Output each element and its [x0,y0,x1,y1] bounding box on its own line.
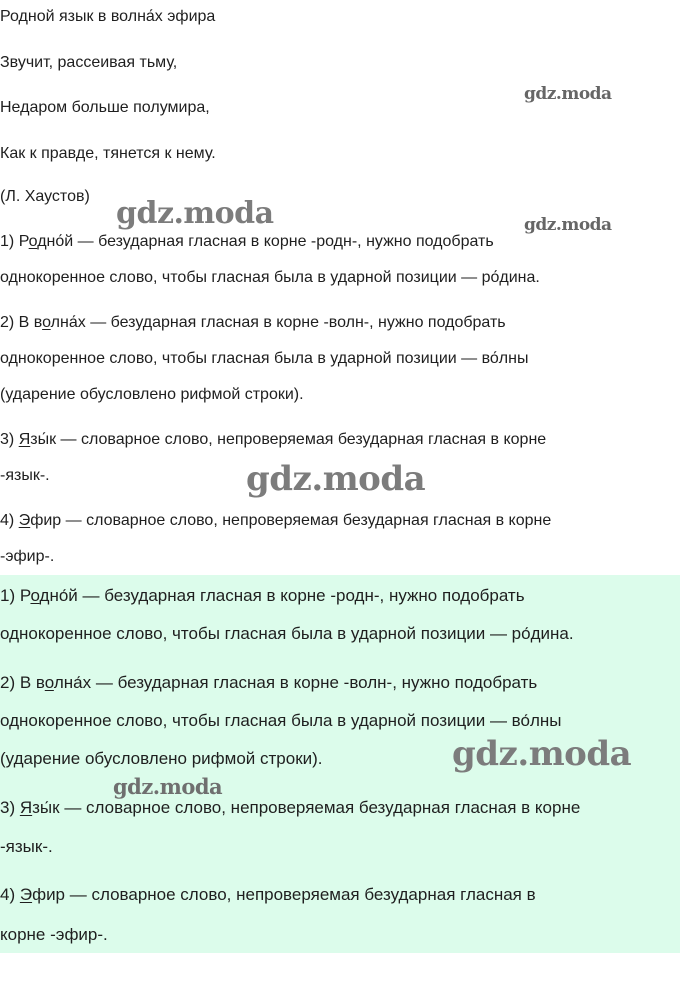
poem-line-4: Как к правде, тянется к нему. [0,145,216,162]
hl-item-3-line-2: -язык-. [0,837,53,856]
watermark: gdz.moda [113,774,223,799]
item-1-word: Родно́й [18,233,74,250]
poem-line-1: Родной язык в волна́х эфира [0,8,216,25]
poem-line-2: Звучит, рассеивая тьму, [0,54,178,71]
hl-item-4-line-1: 4) Эфир — словарное слово, непроверяемая безударная гласная в [0,885,536,904]
item-2-text: — безударная гласная в корне -волн-, нужно подобрать [85,314,506,331]
item-1-line-1 [0,233,494,251]
item-1-number: 1) [0,233,15,250]
item-2-line-1 [0,314,506,332]
item-2-word: волна́х [33,314,86,331]
hl-item-4-line-2: корне -эфир-. [0,925,108,944]
item-3-text: — словарное слово, непроверяемая безударная гласная в корне [56,431,547,448]
item-3-line-2: -язык-. [0,467,50,484]
watermark: gdz.moda [246,459,426,499]
item-4-text: — словарное слово, непроверяемая безударная гласная в корне [61,512,552,529]
watermark: gdz.moda [452,734,632,774]
hl-item-3-line-1: 3) Язы́к — словарное слово, непроверяемая безударная гласная в корне [0,798,581,817]
poem-line-3: Недаром больше полумира, [0,99,210,116]
item-3-line-1 [0,431,546,449]
hl-item-1-line-2: однокоренное слово, чтобы гласная была в ударной позиции — ро́дина. [0,624,574,643]
item-1-line-2: однокоренное слово, чтобы гласная была в ударной позиции — ро́дина. [0,269,540,286]
hl-item-2-line-2: однокоренное слово, чтобы гласная была в ударной позиции — во́лны [0,711,562,730]
item-3-word: Язы́к [18,431,57,448]
poem-author: (Л. Хаустов) [0,188,90,205]
item-4-word: Эфир [18,512,62,529]
item-4-line-1 [0,512,551,530]
watermark: gdz.moda [524,215,612,235]
item-3-number: 3) [0,431,15,448]
item-4-number: 4) [0,512,15,529]
item-4-line-2: -эфир-. [0,548,55,565]
hl-item-1-line-1: 1) Родно́й — безударная гласная в корне -родн-, нужно подобрать [0,586,525,605]
hl-item-2-line-1: 2) В волна́х — безударная гласная в корне -волн-, нужно подобрать [0,673,538,692]
hl-item-2-line-3: (ударение обусловлено рифмой строки). [0,749,323,768]
item-2-line-3: (ударение обусловлено рифмой строки). [0,386,304,403]
watermark: gdz.moda [524,84,612,104]
item-2-line-2: однокоренное слово, чтобы гласная была в ударной позиции — во́лны [0,350,529,367]
item-2-number: 2) В [0,314,30,331]
item-1-text: — безударная гласная в корне -родн-, нужно подобрать [73,233,494,250]
watermark: gdz.moda [116,196,274,231]
